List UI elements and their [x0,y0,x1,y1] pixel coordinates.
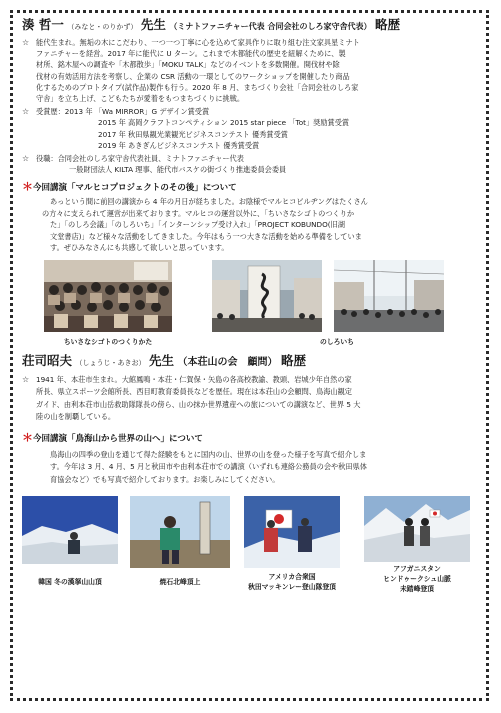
asterisk-icon: ＊ [22,180,33,194]
noshiroichi-banner-photo [212,260,322,332]
person2-heading [22,354,480,370]
award-item: 2017 年 秋田県観光業観光ビジネスコンテスト 優秀賞受賞 [98,129,288,139]
star-bullet-icon: ☆ [22,154,30,164]
person2-bio [22,374,480,424]
person1-roles [22,153,480,175]
person1-bio [22,37,480,104]
award-item: 2019 年 あきぎんビジネスコンテスト 優秀賞受賞 [98,140,260,150]
bio-line: 伐材の有効活用方法を考察し、企業の CSR 活動の一環としてのワークショップを開催したり商品 [36,71,350,81]
person1-name: 湊 哲一 [22,17,64,32]
person1-awards [22,106,480,151]
bio-line: 1941 年、本荘市生まれ。大館鳳鳴・本荘・仁賀保・矢島の各高校教諭、教頭、岩城少年自然の家 [36,374,352,384]
person2-name: 荘司昭夫 [22,352,73,368]
hindu-kush-summit-photo [364,496,470,562]
photo-caption-multiline [234,572,350,592]
body-line: す。ぜひみなさんにも共感して欲しいと思っています。 [50,243,229,253]
star-bullet-icon: ☆ [22,107,30,117]
bio-line: ファニチャーを経営。2017 年に能代に U ターン。これまで木都能代の歴史を紐解くために、製 [36,49,346,59]
section1-heading [22,181,480,194]
street-crowd-photo [334,260,444,332]
person2-title-suffix: 略歴 [280,352,306,368]
person2-org: （本荘山の会 顧問） [177,356,278,368]
bio-line: 化するためのプロトタイプ(試作品)製作も行う。2020 年 8 月、まちづくり会社「合同会社のしろ家 [36,82,359,92]
bio-line: 材所、銘木屋への調査や「木都散歩」「MOKU TALK」などのイベントを多数開催。開伐材や除 [36,60,340,70]
photo-caption: 焼石北峰頂上 [159,578,201,587]
role-item: 一般財団法人 KILTA 理事、能代市バスケの街づくり推進委員会委員 [69,165,287,175]
bio-line: 陸の山を制覇している。 [36,412,116,422]
yakeishi-peak-photo [130,496,230,568]
star-bullet-icon: ☆ [22,38,30,47]
roles-label: 役職： [36,154,58,164]
person1-reading: （みなと・のりかず） [67,23,138,31]
asterisk-icon: ＊ [22,430,33,444]
bio-line: 守舎」を立ち上げ、こどもたちが愛着をもつまちづくりに挑戦。 [36,94,245,104]
photo-caption: ちいさなシゴトのつくりかた [63,337,153,346]
star-bullet-icon: ☆ [22,374,30,384]
photo-caption-multiline [364,564,470,594]
body-line: あっという間に前回の講演から 4 年の月日が経ちました。お陰様でマルヒコビルヂングはたくさん [50,197,368,207]
person2-honorific: 先生 [148,352,174,368]
awards-label: 受賞歴： [36,107,65,117]
section1-photos [22,260,480,350]
photo-caption: 韓国 冬の漢拏山山頂 [38,578,102,587]
person1-title-suffix: 略歴 [374,17,400,32]
person2-reading: （しょうじ・あきお） [75,358,146,367]
section2-heading [22,432,480,445]
caption-line: 秋田マッキンレー登山隊登頂 [248,583,336,592]
section1-body [22,196,480,254]
body-line: た」「のしろ会議」「のしろいち」「インターンシップ受け入れ」「PROJECT KOBUNDO(旧湖 [50,220,345,230]
caption-line: ヒンドゥークシュ山脈 [383,575,451,584]
bio-line: ガイド、由利本荘市山岳救助隊隊長の傍ら、山の抹か世界遺産への旅についての講演など、世界 5 大 [36,399,361,409]
body-line: 文堂書店)」など様々な活動をしてきました。今年はもう一つ大きな活動を始める準備をしていま [50,231,362,241]
person1-honorific: 先生 [140,17,166,32]
body-line: 育協会など）でも写真で紹介しております。お楽しみにしてください。 [50,474,280,484]
person1-org: （ミナトファニチャー代表 合同会社のしろ家守舎代表） [169,22,372,31]
section2-photos [22,496,480,606]
body-line: の方々に支えられて運営が出来ております。マルヒコの運営以外に、「ちいさなシゴトのつくりか [42,208,355,218]
body-line: 鳥海山の四季の登山を通じて得た経験をもとに国内の山、世界の山を登った様子を写真で紹介しま [50,449,367,459]
photo-caption: のしろいち [320,337,354,346]
award-item: 2013 年 「Wa MIRROR」G デザイン賞受賞 [64,107,210,117]
workshop-group-photo [44,260,172,332]
award-item: 2015 年 高岡クラフトコンペティション 2015 star piece 「Tot」奨励賞受賞 [98,118,350,128]
section2-body [22,449,480,487]
person1-heading [22,18,480,34]
section2-heading-text: 今回講演「鳥海山から世界の山へ」について [33,433,203,444]
caption-line: アフガニスタン [393,565,441,574]
document-body [22,18,480,606]
body-line: す。今年は 3 月、4 月、5 月と秋田市や由利本荘市での講演（いずれも連絡公務員の会や秋田県体 [50,462,367,472]
caption-line: アメリカ合衆国 [268,573,316,582]
section1-heading-text: 今回講演「マルヒコプロジェクトのその後」について [33,183,237,194]
bio-line: 能代生まれ。無垢の木にこだわり、一つ一つ丁寧に心を込めて家具作りに取り組む注文家具星ミナト [36,38,360,47]
bio-line: 所長、県立スポーツ会館所長、西目町教育委員長などを歴任。現在は本荘山の会顧問、鳥海山観定 [36,387,352,397]
mckinley-summit-photo [244,496,340,568]
caption-line: 未踏峰登頂 [400,585,434,594]
korea-winter-summit-photo [22,496,118,564]
role-item: 合同会社のしろ家守舎代表社員、ミナトファニチャー代表 [57,154,244,164]
